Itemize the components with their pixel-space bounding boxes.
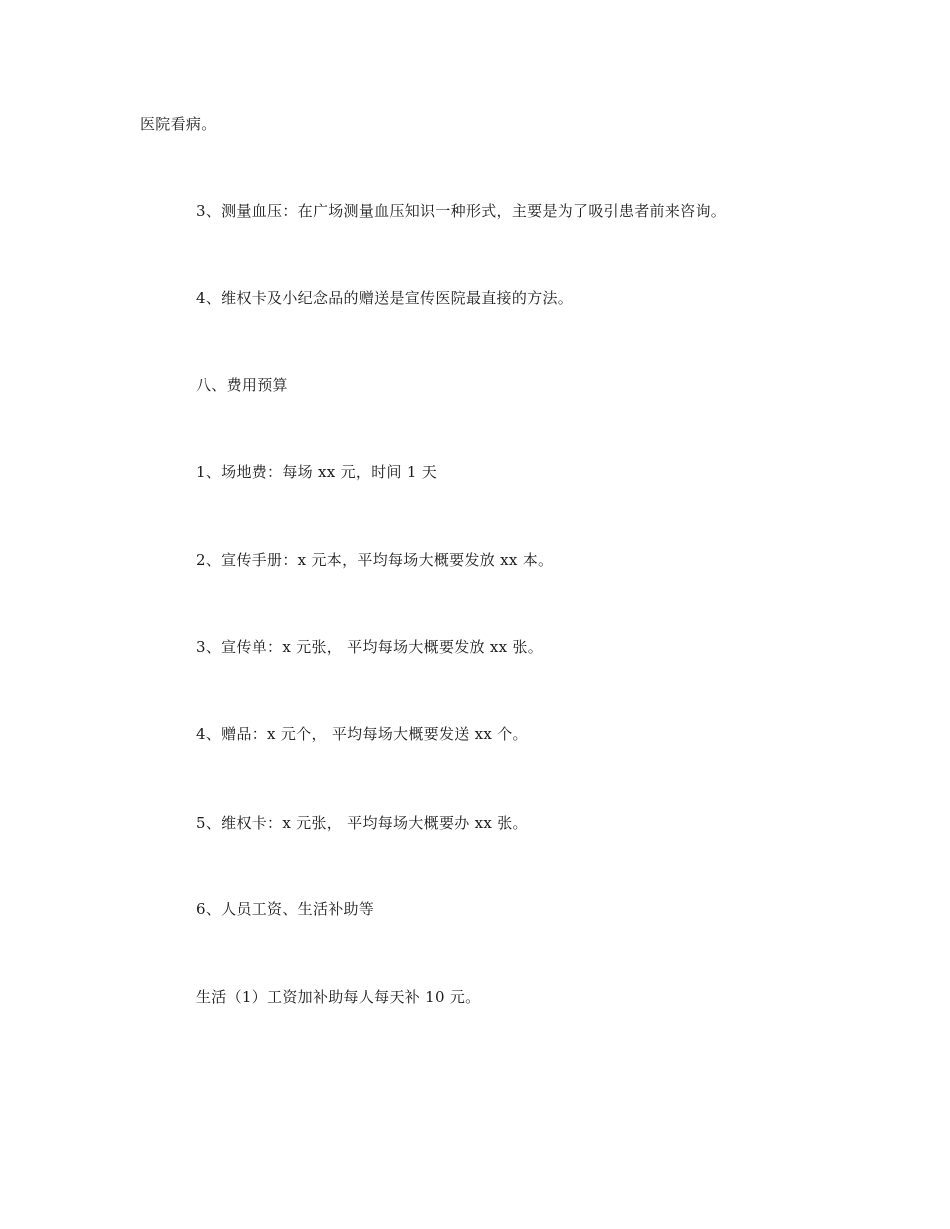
paragraph-blood-pressure: 3、测量血压：在广场测量血压知识一种形式，主要是为了吸引患者前来咨询。 — [196, 202, 727, 220]
paragraph-rights-card: 4、维权卡及小纪念品的赠送是宣传医院最直接的方法。 — [196, 289, 574, 307]
budget-item-rights-card: 5、维权卡：x 元张， 平均每场大概要办 xx 张。 — [196, 814, 528, 832]
budget-item-subsidy: 生活（1）工资加补助每人每天补 10 元。 — [196, 988, 481, 1006]
section-heading-budget: 八、费用预算 — [196, 376, 288, 394]
budget-item-staff: 6、人员工资、生活补助等 — [196, 900, 375, 918]
budget-item-gifts: 4、赠品：x 元个， 平均每场大概要发送 xx 个。 — [196, 725, 528, 743]
budget-item-flyer: 3、宣传单：x 元张， 平均每场大概要发放 xx 张。 — [196, 638, 544, 656]
budget-item-brochure: 2、宣传手册：x 元本，平均每场大概要发放 xx 本。 — [196, 551, 554, 569]
budget-item-venue: 1、场地费：每场 xx 元，时间 1 天 — [196, 463, 438, 481]
paragraph-continuation: 医院看病。 — [140, 115, 217, 133]
